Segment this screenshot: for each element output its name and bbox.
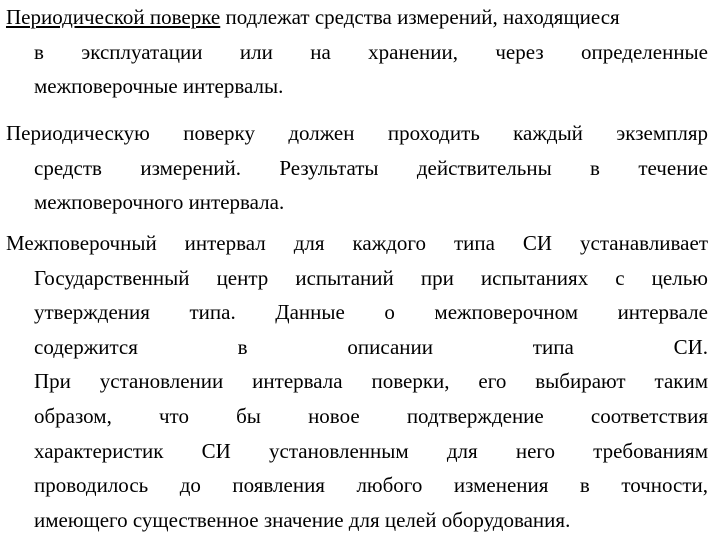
- line-text: подлежат средства измерений, находящиеся: [220, 5, 620, 29]
- paragraph-line: образом, что бы новое подтверждение соответствия: [34, 403, 708, 428]
- paragraph-periodic-verification: [6, 0, 708, 104]
- paragraph-line: При установлении интервала поверки, его выбирают таким: [34, 369, 708, 394]
- paragraph-line: межповерочного интервала.: [34, 190, 285, 215]
- paragraph-line: средств измерений. Результаты действительны в течение: [34, 155, 708, 180]
- paragraph-line: Государственный центр испытаний при испытаниях с целью: [34, 265, 708, 290]
- paragraph-line: утверждения типа. Данные о межповерочном интервале: [34, 300, 708, 325]
- paragraph-line: имеющего существенное значение для целей оборудования.: [34, 507, 571, 532]
- paragraph-line: в эксплуатации или на хранении, через определенные: [34, 39, 708, 64]
- underlined-term: Периодической поверке: [6, 5, 221, 29]
- paragraph-line: содержится в описании типа СИ.: [34, 334, 708, 359]
- paragraph-line: проводилось до появления любого изменения в точности,: [34, 473, 708, 498]
- paragraph-line: межповерочные интервалы.: [34, 74, 284, 99]
- paragraph-line: Межповерочный интервал для каждого типа СИ устанавливает: [6, 231, 708, 255]
- paragraph-line: [6, 0, 708, 35]
- paragraph-line: характеристик СИ установленным для него требованиям: [34, 438, 708, 463]
- paragraph-interval-setting: [6, 226, 708, 537]
- paragraph-line: Периодическую поверку должен проходить каждый экземпляр: [6, 121, 708, 145]
- paragraph-each-instrument: [6, 116, 708, 220]
